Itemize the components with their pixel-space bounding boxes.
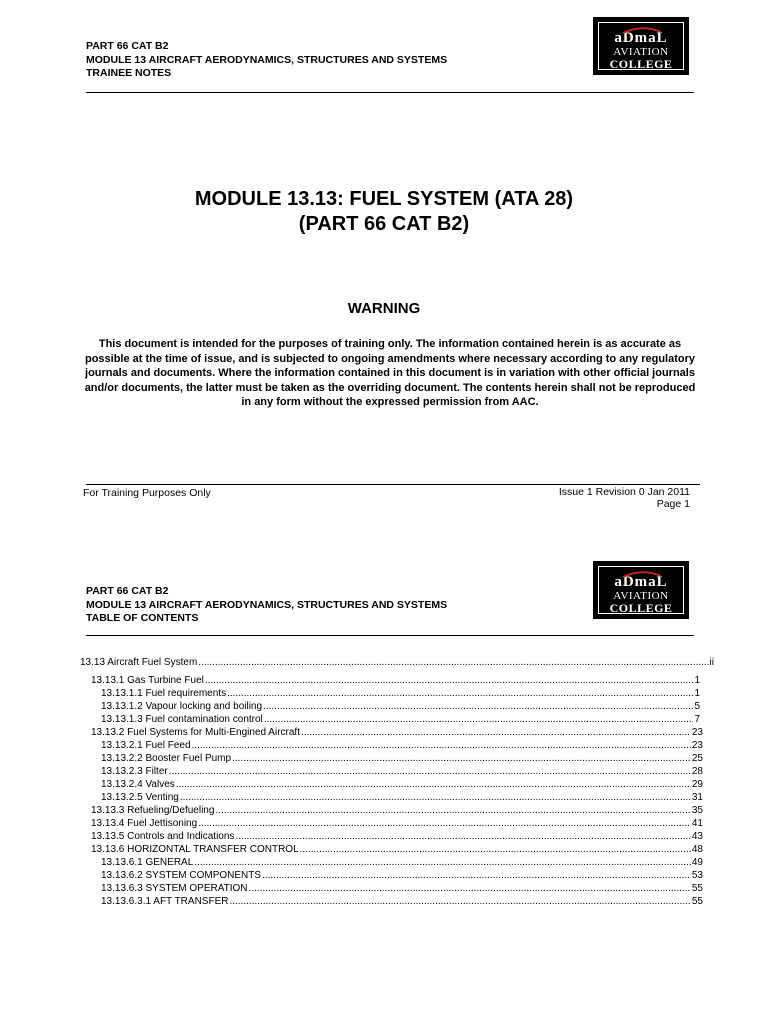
toc-entry-title: 13.13.4 Fuel Jettisoning <box>91 818 198 829</box>
toc-entry[interactable] <box>101 882 703 895</box>
page-title <box>0 187 768 237</box>
toc-entry-page: 55 <box>691 896 703 907</box>
title-line-1: MODULE 13.13: FUEL SYSTEM (ATA 28) <box>194 188 574 210</box>
header-line-1: PART 66 CAT B2 <box>86 40 169 52</box>
toc-entry-page: 28 <box>691 766 703 777</box>
toc-entry-page: 1 <box>694 688 700 699</box>
toc-entry-page: 48 <box>691 844 703 855</box>
toc-entry-title: 13.13.1.1 Fuel requirements <box>101 688 227 699</box>
document-page-2 <box>0 530 768 1024</box>
toc-entry-page: 55 <box>691 883 703 894</box>
toc-entry[interactable] <box>91 804 703 817</box>
toc-entry-title: 13.13.6 HORIZONTAL TRANSFER CONTROL <box>91 844 299 855</box>
toc-entry[interactable] <box>91 830 703 843</box>
toc-entry-page: 25 <box>691 753 703 764</box>
title-line-2: (PART 66 CAT B2) <box>298 213 470 235</box>
header-line-3: TABLE OF CONTENTS <box>86 612 199 624</box>
toc-entry-page: 35 <box>691 805 703 816</box>
toc-entry-title: 13.13.5 Controls and Indications <box>91 831 235 842</box>
toc-entry-title: 13.13.6.3.1 AFT TRANSFER <box>101 896 229 907</box>
toc-entry[interactable] <box>91 843 703 856</box>
toc-entry[interactable] <box>91 674 700 687</box>
toc-entry-page: 31 <box>691 792 703 803</box>
toc-entry[interactable] <box>101 856 703 869</box>
header-line-2: MODULE 13 AIRCRAFT AERODYNAMICS, STRUCTURES AND SYSTEMS <box>86 53 448 66</box>
toc-entry[interactable] <box>101 700 700 713</box>
toc-entry[interactable] <box>101 713 700 726</box>
logo-text-college: COLLEGE <box>609 57 673 71</box>
footer-issue: Issue 1 Revision 0 Jan 2011 <box>558 486 690 498</box>
toc-entry-page: ii <box>709 657 714 668</box>
logo-text-admal: aDmaL <box>614 574 668 590</box>
toc-entry-title: 13.13.2.2 Booster Fuel Pump <box>101 753 232 764</box>
logo-text-aviation: AVIATION <box>613 46 669 58</box>
header-divider <box>86 92 694 93</box>
toc-entry-title: 13.13.1 Gas Turbine Fuel <box>91 675 204 686</box>
admal-logo <box>593 17 689 75</box>
toc-entry-page: 7 <box>694 714 700 725</box>
toc-entry-title: 13.13.2 Fuel Systems for Multi-Engined Aircraft <box>91 727 300 738</box>
toc-entry-title: 13.13.1.2 Vapour locking and boiling <box>101 701 263 712</box>
toc-entry-page: 23 <box>691 727 703 738</box>
toc-entry-title: 13.13.6.3 SYSTEM OPERATION <box>101 883 248 894</box>
header-line-3: TRAINEE NOTES <box>86 67 172 79</box>
logo-swoosh-icon <box>621 26 663 34</box>
page-header <box>86 40 447 81</box>
toc-entry[interactable] <box>101 869 703 882</box>
toc-entry-title: 13.13.6.2 SYSTEM COMPONENTS <box>101 870 262 881</box>
warning-heading: WARNING <box>347 300 421 317</box>
toc-entry-title: 13.13.1.3 Fuel contamination control <box>101 714 263 725</box>
page-header <box>86 585 447 626</box>
logo-text-admal: aDmaL <box>614 30 668 46</box>
header-line-1: PART 66 CAT B2 <box>86 585 169 597</box>
toc-entry[interactable] <box>101 765 703 778</box>
toc-entry[interactable] <box>91 817 703 830</box>
toc-entry-title: 13.13.2.1 Fuel Feed <box>101 740 191 751</box>
toc-entry-title: 13.13.2.3 Filter <box>101 766 168 777</box>
toc-entry[interactable] <box>101 739 703 752</box>
toc-entry[interactable] <box>101 791 703 804</box>
logo-text-college: COLLEGE <box>609 601 673 615</box>
toc-entry[interactable] <box>101 895 703 908</box>
toc-entry-page: 23 <box>691 740 703 751</box>
toc-entry[interactable] <box>91 726 703 739</box>
footer-page-number: Page 1 <box>656 498 690 510</box>
toc-entry-page: 43 <box>691 831 703 842</box>
toc-entry[interactable] <box>101 752 703 765</box>
toc-entry[interactable] <box>101 778 703 791</box>
logo-text-aviation: AVIATION <box>613 590 669 602</box>
toc-entry-title: 13.13.6.1 GENERAL <box>101 857 194 868</box>
header-line-2: MODULE 13 AIRCRAFT AERODYNAMICS, STRUCTURES AND SYSTEMS <box>86 598 448 611</box>
warning-body: This document is intended for the purposes of training only. The information contained herein is as accurate as possible at the time of issue, and is subjected to ongoing amendments where necessary according to any regulatory journals and documents. Where the information contained in this document is in variation with other official journals and/or documents, the latter must be taken as the overriding document. The contents herein shall not be reproduced in any form without the expressed permission from AAC. <box>84 338 696 408</box>
footer-divider <box>86 484 700 485</box>
toc-entry-page: 1 <box>694 675 700 686</box>
toc-entry-page: 5 <box>694 701 700 712</box>
toc-entry-page: 53 <box>691 870 703 881</box>
footer-issue-block <box>500 486 690 510</box>
header-divider <box>86 635 694 636</box>
logo-swoosh-icon <box>621 570 663 578</box>
toc-entry[interactable] <box>80 656 714 669</box>
footer-training-note: For Training Purposes Only <box>83 487 211 499</box>
toc-entry[interactable] <box>101 687 700 700</box>
toc-entry-title: 13.13.2.4 Valves <box>101 779 175 790</box>
toc-entry-page: 41 <box>691 818 703 829</box>
toc-entry-title: 13.13 Aircraft Fuel System <box>80 657 198 668</box>
toc-entry-page: 29 <box>691 779 703 790</box>
toc-entry-title: 13.13.2.5 Venting <box>101 792 179 803</box>
toc-entry-page: 49 <box>691 857 703 868</box>
admal-logo <box>593 561 689 619</box>
toc-entry-title: 13.13.3 Refueling/Defueling <box>91 805 215 816</box>
